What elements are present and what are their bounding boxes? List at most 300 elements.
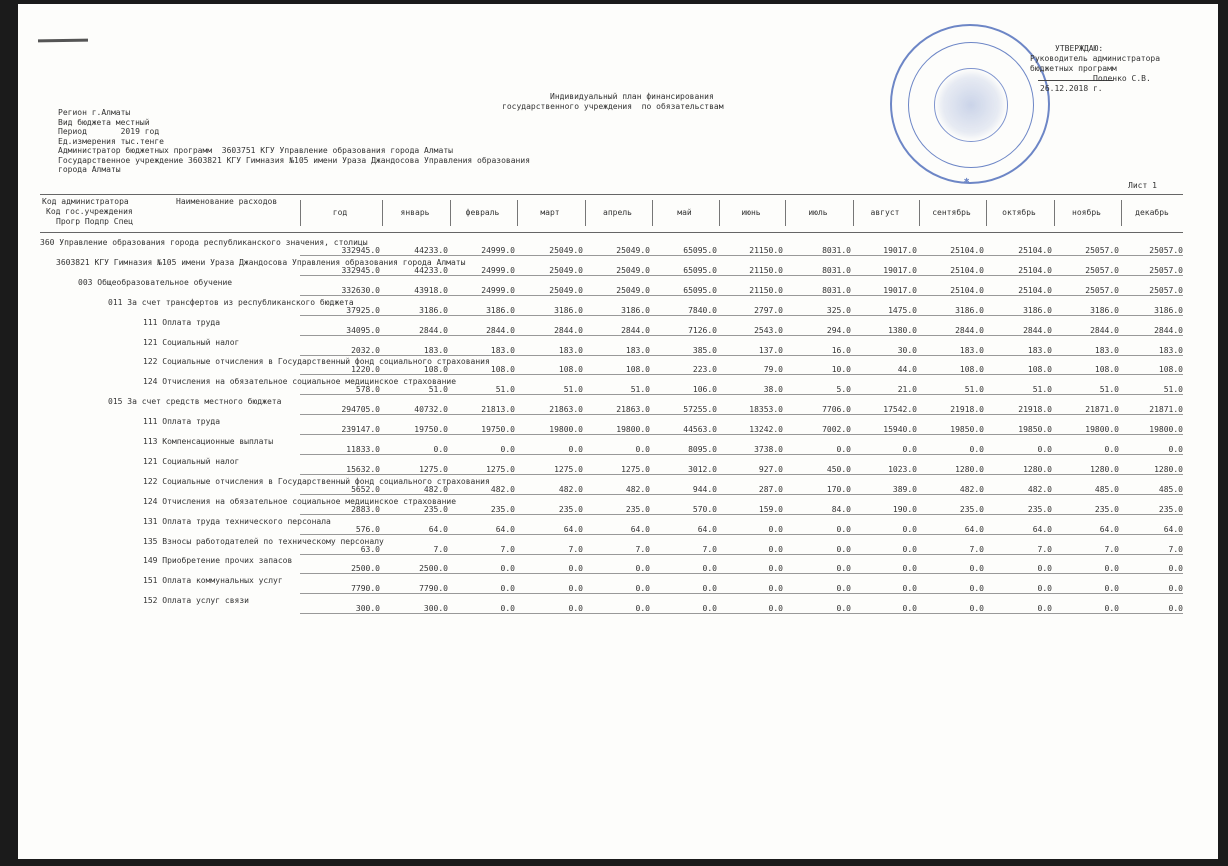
row-value: 25049.0 — [549, 265, 583, 275]
row-value: 7002.0 — [822, 425, 851, 435]
row-value: 51.0 — [964, 385, 984, 395]
row-value: 325.0 — [826, 305, 851, 315]
row-value: 25049.0 — [616, 265, 650, 275]
row-value: 482.0 — [1027, 484, 1052, 494]
row-divider — [300, 295, 1183, 296]
row-value: 2844.0 — [1090, 325, 1119, 335]
row-value: 5.0 — [836, 385, 851, 395]
header-name: Наименование расходов — [176, 197, 278, 206]
row-value: 0.0 — [500, 584, 515, 594]
header-month: апрель — [603, 208, 632, 217]
row-value: 25057.0 — [1085, 265, 1119, 275]
header-month: февраль — [465, 208, 500, 217]
row-value: 927.0 — [758, 464, 783, 474]
row-divider — [300, 573, 1183, 574]
row-value: 0.0 — [902, 584, 917, 594]
row-value: 0.0 — [433, 445, 448, 454]
row-label: 151 Оплата коммунальных услуг — [143, 576, 283, 586]
row-label: 131 Оплата труда технического персонала — [143, 516, 331, 526]
row-value: 300.0 — [355, 604, 380, 614]
row-label: 111 Оплата труда — [143, 317, 221, 327]
row-value: 450.0 — [826, 464, 851, 474]
header-divider — [585, 200, 586, 226]
row-value: 19017.0 — [883, 285, 917, 295]
row-value: 287.0 — [758, 484, 783, 494]
row-value: 7.0 — [500, 544, 515, 554]
table-top-border — [40, 194, 1183, 195]
row-value: 25049.0 — [549, 246, 583, 255]
row-value: 21863.0 — [549, 405, 583, 415]
row-value: 1475.0 — [888, 305, 917, 315]
row-label: 121 Социальный налог — [143, 337, 240, 347]
row-label: 149 Приобретение прочих запасов — [143, 556, 293, 566]
row-value: 183.0 — [959, 345, 984, 355]
row-value: 25049.0 — [616, 246, 650, 255]
row-value: 21871.0 — [1085, 405, 1119, 415]
row-value: 485.0 — [1158, 484, 1183, 494]
row-value: 235.0 — [423, 504, 448, 514]
row-value: 3186.0 — [955, 305, 984, 315]
row-value: 2844.0 — [554, 325, 583, 335]
row-value: 0.0 — [1168, 604, 1183, 614]
row-value: 183.0 — [558, 345, 583, 355]
row-value: 51.0 — [563, 385, 583, 395]
row-value: 0.0 — [836, 445, 851, 454]
row-value: 2844.0 — [1023, 325, 1052, 335]
row-value: 19800.0 — [1085, 425, 1119, 435]
row-divider — [300, 255, 1183, 256]
row-value: 0.0 — [902, 524, 917, 534]
row-value: 84.0 — [831, 504, 851, 514]
row-value: 183.0 — [1158, 345, 1183, 355]
row-label: 124 Отчисления на обязательное социальное медицинское страхование — [143, 377, 457, 387]
row-value: 2797.0 — [754, 305, 783, 315]
row-value: 65095.0 — [683, 265, 717, 275]
row-value: 34095.0 — [346, 325, 380, 335]
row-divider — [300, 474, 1183, 475]
row-value: 51.0 — [1163, 385, 1183, 395]
row-value: 159.0 — [758, 504, 783, 514]
row-value: 51.0 — [428, 385, 448, 395]
row-value: 482.0 — [959, 484, 984, 494]
row-value: 1275.0 — [554, 464, 583, 474]
row-value: 1280.0 — [1090, 464, 1119, 474]
row-value: 2883.0 — [351, 504, 380, 514]
row-value: 0.0 — [1037, 584, 1052, 594]
header-month: сентябрь — [932, 208, 971, 217]
row-divider — [300, 534, 1183, 535]
row-value: 7790.0 — [351, 584, 380, 594]
document-page — [18, 4, 1218, 859]
row-value: 0.0 — [1037, 564, 1052, 574]
row-value: 0.0 — [568, 445, 583, 454]
row-value: 3012.0 — [688, 464, 717, 474]
row-value: 25104.0 — [950, 246, 984, 255]
row-divider — [300, 593, 1183, 594]
row-value: 65095.0 — [683, 246, 717, 255]
row-value: 25104.0 — [1018, 265, 1052, 275]
row-value: 64.0 — [1163, 524, 1183, 534]
row-value: 7.0 — [1104, 544, 1119, 554]
row-value: 25104.0 — [1018, 285, 1052, 295]
row-value: 25049.0 — [549, 285, 583, 295]
row-label: 113 Компенсационные выплаты — [143, 437, 274, 446]
row-value: 7.0 — [433, 544, 448, 554]
row-value: 24999.0 — [481, 285, 515, 295]
row-value: 2844.0 — [486, 325, 515, 335]
row-value: 63.0 — [360, 544, 380, 554]
row-value: 21150.0 — [749, 265, 783, 275]
row-value: 0.0 — [1104, 604, 1119, 614]
row-divider — [300, 355, 1183, 356]
approval-line-5: 26.12.2018 г. — [1040, 84, 1103, 93]
row-label: 111 Оплата труда — [143, 417, 221, 427]
row-value: 1275.0 — [621, 464, 650, 474]
row-value: 0.0 — [836, 524, 851, 534]
row-value: 64.0 — [964, 524, 984, 534]
row-value: 482.0 — [625, 484, 650, 494]
row-value: 17542.0 — [883, 405, 917, 415]
row-value: 21918.0 — [1018, 405, 1052, 415]
row-value: 1023.0 — [888, 464, 917, 474]
header-month: январь — [400, 208, 430, 217]
row-value: 24999.0 — [481, 265, 515, 275]
row-value: 21863.0 — [616, 405, 650, 415]
row-value: 43918.0 — [414, 285, 448, 295]
info-line: Администратор бюджетных программ 3603751 КГУ Управление образования города Алматы — [58, 146, 453, 155]
row-value: 294.0 — [826, 325, 851, 335]
row-value: 19750.0 — [414, 425, 448, 435]
row-value: 183.0 — [1094, 345, 1119, 355]
row-value: 0.0 — [500, 445, 515, 454]
table-header-border — [40, 232, 1183, 233]
row-label: 124 Отчисления на обязательное социальное медицинское страхование — [143, 496, 457, 506]
row-value: 0.0 — [635, 445, 650, 454]
row-value: 65095.0 — [683, 285, 717, 295]
row-value: 183.0 — [490, 345, 515, 355]
row-value: 578.0 — [355, 385, 380, 395]
row-divider — [300, 414, 1183, 415]
row-value: 18353.0 — [749, 405, 783, 415]
row-label: 360 Управление образования города республиканского значения, столицы — [40, 238, 368, 247]
row-value: 8031.0 — [822, 246, 851, 255]
row-value: 3186.0 — [1023, 305, 1052, 315]
header-month: ноябрь — [1072, 208, 1101, 217]
row-value: 0.0 — [702, 584, 717, 594]
row-value: 37925.0 — [346, 305, 380, 315]
approval-line-3: бюджетных программ — [1030, 64, 1117, 73]
row-value: 235.0 — [1094, 504, 1119, 514]
info-line: Государственное учреждение 3603821 КГУ Гимназия №105 имени Ураза Джандосова Управления образования — [58, 155, 531, 165]
row-value: 7790.0 — [419, 584, 448, 594]
row-value: 19017.0 — [883, 265, 917, 275]
row-value: 576.0 — [355, 524, 380, 534]
row-value: 11833.0 — [346, 445, 380, 454]
row-value: 3186.0 — [1154, 305, 1183, 315]
row-value: 3186.0 — [419, 305, 448, 315]
row-value: 51.0 — [495, 385, 515, 395]
official-seal-stamp: ✱ — [890, 24, 1050, 184]
row-divider — [300, 315, 1183, 316]
row-value: 0.0 — [568, 584, 583, 594]
row-value: 10.0 — [831, 365, 851, 375]
row-value: 2844.0 — [621, 325, 650, 335]
row-value: 25104.0 — [950, 265, 984, 275]
header-divider — [450, 200, 451, 226]
row-value: 0.0 — [568, 564, 583, 574]
row-value: 21150.0 — [749, 285, 783, 295]
row-value: 482.0 — [558, 484, 583, 494]
row-value: 25104.0 — [1018, 246, 1052, 255]
header-divider — [1121, 200, 1122, 226]
header-divider — [300, 200, 301, 226]
row-value: 3186.0 — [1090, 305, 1119, 315]
row-value: 7706.0 — [822, 405, 851, 415]
row-value: 0.0 — [969, 564, 984, 574]
row-value: 332945.0 — [341, 265, 380, 275]
row-value: 0.0 — [500, 564, 515, 574]
row-label: 3603821 КГУ Гимназия №105 имени Ураза Джандосова Управления образования города Алматы — [56, 257, 466, 267]
row-label: 011 За счет трансфертов из республиканского бюджета — [108, 297, 354, 307]
header-divider — [382, 200, 383, 226]
row-divider — [300, 434, 1183, 435]
row-value: 19800.0 — [616, 425, 650, 435]
row-value: 15940.0 — [883, 425, 917, 435]
header-month: август — [870, 208, 900, 217]
row-value: 108.0 — [1094, 365, 1119, 375]
row-value: 108.0 — [490, 365, 515, 375]
row-value: 24999.0 — [481, 246, 515, 255]
row-value: 0.0 — [902, 544, 917, 554]
row-value: 19800.0 — [1149, 425, 1183, 435]
row-value: 7.0 — [969, 544, 984, 554]
row-value: 44.0 — [897, 365, 917, 375]
row-value: 0.0 — [702, 564, 717, 574]
scan-mark — [38, 39, 88, 43]
row-divider — [300, 275, 1183, 276]
row-value: 239147.0 — [341, 425, 380, 435]
row-value: 108.0 — [423, 365, 448, 375]
sheet-label: Лист 1 — [1128, 181, 1157, 190]
row-label: 135 Взносы работодателей по техническому персоналу — [143, 536, 384, 546]
row-value: 0.0 — [702, 604, 717, 614]
approval-line-1: УТВЕРЖДАЮ: — [1055, 44, 1104, 53]
row-value: 570.0 — [692, 504, 717, 514]
row-value: 64.0 — [428, 524, 448, 534]
row-value: 0.0 — [1104, 445, 1119, 454]
approval-line-2: Руководитель администратора — [1030, 54, 1161, 63]
row-divider — [300, 514, 1183, 515]
row-value: 0.0 — [969, 445, 984, 454]
row-value: 0.0 — [1104, 584, 1119, 594]
row-value: 7.0 — [1037, 544, 1052, 554]
row-value: 108.0 — [625, 365, 650, 375]
row-value: 51.0 — [630, 385, 650, 395]
row-value: 21813.0 — [481, 405, 515, 415]
row-value: 108.0 — [959, 365, 984, 375]
row-value: 8031.0 — [822, 265, 851, 275]
row-label: 015 За счет средств местного бюджета — [108, 397, 282, 407]
row-value: 332945.0 — [341, 246, 380, 255]
row-value: 1280.0 — [955, 464, 984, 474]
row-value: 235.0 — [558, 504, 583, 514]
row-value: 1275.0 — [486, 464, 515, 474]
approval-line-4: Поленко С.В. — [1093, 74, 1151, 83]
row-value: 64.0 — [630, 524, 650, 534]
header-divider — [652, 200, 653, 226]
row-label: 122 Социальные отчисления в Государственный фонд социального страхования — [143, 357, 490, 367]
row-divider — [300, 394, 1183, 395]
row-value: 235.0 — [959, 504, 984, 514]
row-value: 51.0 — [1099, 385, 1119, 395]
row-value: 0.0 — [635, 564, 650, 574]
row-value: 21.0 — [897, 385, 917, 395]
row-value: 0.0 — [902, 564, 917, 574]
row-value: 0.0 — [836, 584, 851, 594]
row-value: 0.0 — [902, 445, 917, 454]
row-divider — [300, 613, 1183, 614]
row-value: 21918.0 — [950, 405, 984, 415]
row-divider — [300, 554, 1183, 555]
row-value: 7.0 — [568, 544, 583, 554]
header-month: июль — [808, 208, 828, 217]
row-value: 79.0 — [763, 365, 783, 375]
row-label: 003 Общеобразовательное обучение — [78, 277, 233, 287]
row-value: 108.0 — [1027, 365, 1052, 375]
row-value: 1275.0 — [419, 464, 448, 474]
row-value: 0.0 — [969, 584, 984, 594]
info-line: Регион г.Алматы — [58, 108, 131, 117]
row-value: 2500.0 — [351, 564, 380, 574]
row-value: 944.0 — [692, 484, 717, 494]
row-value: 44563.0 — [683, 425, 717, 435]
row-value: 0.0 — [1037, 445, 1052, 454]
row-value: 19850.0 — [1018, 425, 1052, 435]
row-label: 152 Оплата услуг связи — [143, 596, 249, 606]
header-code-prog: Прогр Подпр Спец — [56, 217, 134, 226]
row-value: 3186.0 — [621, 305, 650, 315]
row-value: 0.0 — [768, 604, 783, 614]
row-value: 482.0 — [423, 484, 448, 494]
row-value: 64.0 — [495, 524, 515, 534]
row-value: 7.0 — [635, 544, 650, 554]
row-value: 2032.0 — [351, 345, 380, 355]
info-line: Вид бюджета местный — [58, 117, 150, 127]
row-value: 0.0 — [568, 604, 583, 614]
row-value: 235.0 — [1027, 504, 1052, 514]
row-value: 235.0 — [625, 504, 650, 514]
row-value: 8095.0 — [688, 445, 717, 454]
document-title-line-2: государственного учреждения по обязательствам — [502, 102, 724, 111]
row-value: 0.0 — [836, 564, 851, 574]
row-divider — [300, 335, 1183, 336]
row-value: 170.0 — [826, 484, 851, 494]
row-value: 183.0 — [423, 345, 448, 355]
row-value: 1380.0 — [888, 325, 917, 335]
row-value: 25104.0 — [950, 285, 984, 295]
header-month: май — [677, 208, 692, 217]
row-value: 0.0 — [1104, 564, 1119, 574]
row-value: 0.0 — [1037, 604, 1052, 614]
header-month: июнь — [741, 208, 761, 217]
row-value: 190.0 — [892, 504, 917, 514]
row-value: 0.0 — [836, 604, 851, 614]
header-month: март — [540, 208, 560, 217]
row-value: 2500.0 — [419, 564, 448, 574]
row-value: 2543.0 — [754, 325, 783, 335]
row-value: 183.0 — [1027, 345, 1052, 355]
row-value: 0.0 — [768, 584, 783, 594]
row-value: 2844.0 — [955, 325, 984, 335]
row-value: 16.0 — [831, 345, 851, 355]
row-value: 0.0 — [969, 604, 984, 614]
header-divider — [1054, 200, 1055, 226]
row-label: 122 Социальные отчисления в Государственный фонд социального страхования — [143, 476, 490, 486]
header-divider — [719, 200, 720, 226]
row-value: 64.0 — [697, 524, 717, 534]
row-value: 2844.0 — [1154, 325, 1183, 335]
row-value: 57255.0 — [683, 405, 717, 415]
row-value: 1280.0 — [1023, 464, 1052, 474]
row-value: 0.0 — [635, 584, 650, 594]
row-value: 0.0 — [836, 544, 851, 554]
row-value: 389.0 — [892, 484, 917, 494]
row-value: 0.0 — [902, 604, 917, 614]
row-value: 15632.0 — [346, 464, 380, 474]
header-divider — [517, 200, 518, 226]
document-title-line-1: Индивидуальный план финансирования — [550, 92, 714, 101]
row-value: 0.0 — [1168, 584, 1183, 594]
row-value: 108.0 — [1158, 365, 1183, 375]
header-month: год — [332, 208, 348, 217]
row-value: 25049.0 — [616, 285, 650, 295]
header-divider — [853, 200, 854, 226]
row-divider — [300, 374, 1183, 375]
row-label: 121 Социальный налог — [143, 456, 240, 466]
info-line: города Алматы — [58, 165, 121, 174]
row-value: 25057.0 — [1085, 285, 1119, 295]
row-value: 25057.0 — [1085, 246, 1119, 255]
header-divider — [919, 200, 920, 226]
info-line: Период 2019 год — [58, 127, 160, 136]
row-value: 8031.0 — [822, 285, 851, 295]
row-value: 0.0 — [1168, 445, 1183, 454]
row-divider — [300, 494, 1183, 495]
row-value: 44233.0 — [414, 246, 448, 255]
row-value: 19850.0 — [950, 425, 984, 435]
row-value: 2844.0 — [419, 325, 448, 335]
row-value: 3186.0 — [554, 305, 583, 315]
row-value: 0.0 — [500, 604, 515, 614]
row-value: 294705.0 — [341, 405, 380, 415]
row-value: 235.0 — [1158, 504, 1183, 514]
row-value: 183.0 — [625, 345, 650, 355]
row-value: 25057.0 — [1149, 246, 1183, 255]
row-value: 7.0 — [1168, 544, 1183, 554]
row-value: 385.0 — [692, 345, 717, 355]
row-value: 7840.0 — [688, 305, 717, 315]
row-value: 3186.0 — [486, 305, 515, 315]
row-value: 0.0 — [768, 564, 783, 574]
row-divider — [300, 454, 1183, 455]
row-value: 7.0 — [702, 544, 717, 554]
row-value: 64.0 — [1032, 524, 1052, 534]
row-value: 44233.0 — [414, 265, 448, 275]
row-value: 19750.0 — [481, 425, 515, 435]
row-value: 137.0 — [758, 345, 783, 355]
row-value: 108.0 — [558, 365, 583, 375]
header-month: декабрь — [1135, 208, 1169, 217]
